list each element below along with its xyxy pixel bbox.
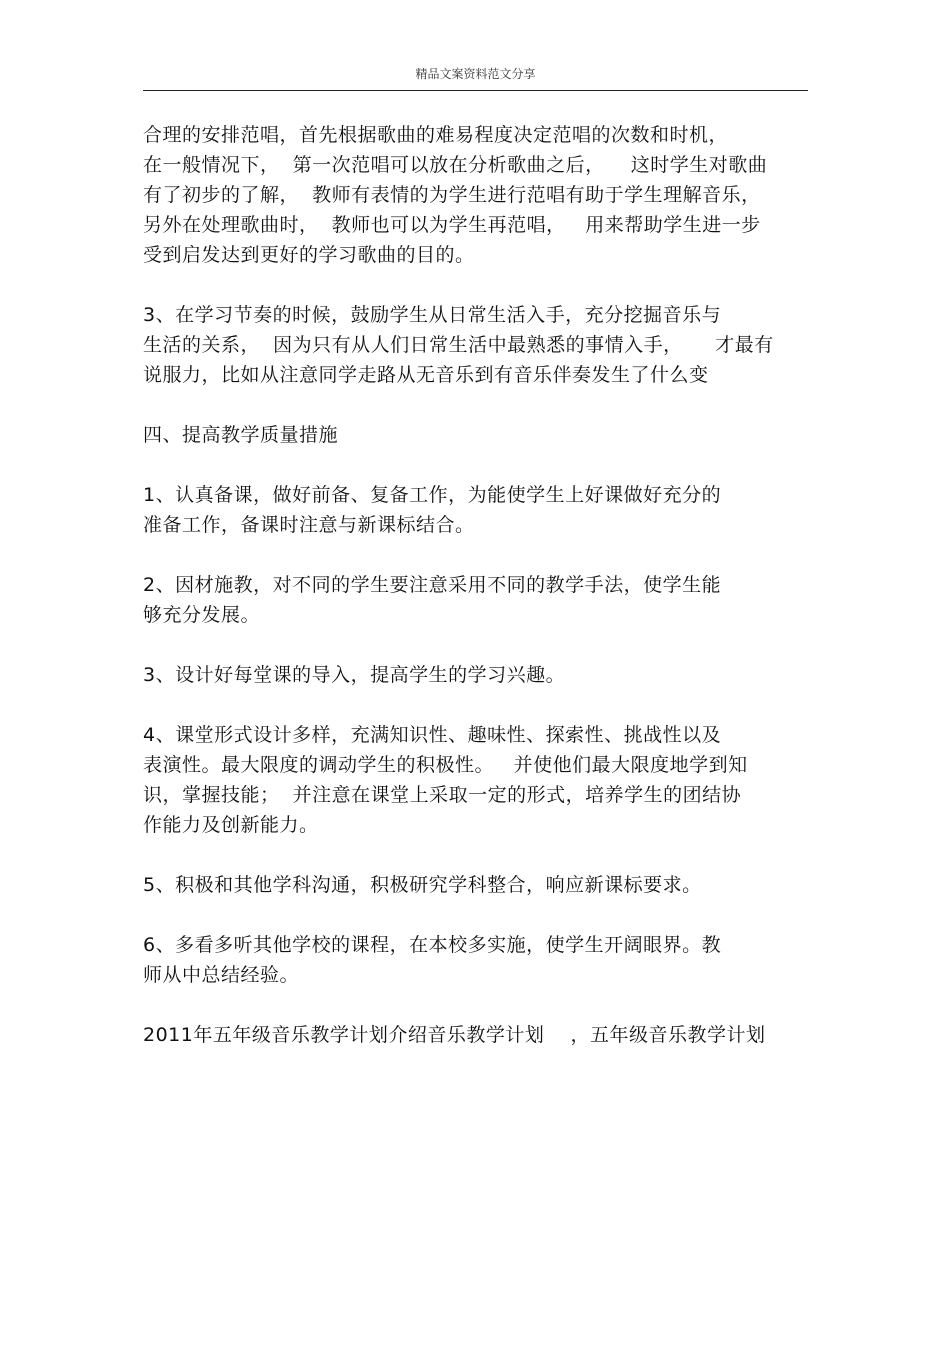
paragraph-line: 4、课堂形式设计多样，充满知识性、趣味性、探索性、挑战性以及 [143, 724, 722, 746]
page-header: 精品文案资料范文分享 [415, 67, 536, 81]
paragraph [143, 480, 823, 540]
paragraph-line: 识，掌握技能； 并注意在课堂上采取一定的形式，培养学生的团结协 [143, 784, 742, 806]
paragraph-line: 受到启发达到更好的学习歌曲的目的。 [143, 244, 475, 266]
header-divider [143, 90, 808, 91]
paragraph [143, 570, 823, 630]
paragraph-line: 1、认真备课，做好前备、复备工作，为能使学生上好课做好充分的 [143, 484, 722, 506]
paragraph-line: 作能力及创新能力。 [143, 814, 319, 836]
paragraph-line: 3、设计好每堂课的导入，提高学生的学习兴趣。 [143, 664, 566, 686]
paragraph [143, 1020, 823, 1050]
paragraph [143, 420, 823, 450]
paragraph [143, 870, 823, 900]
paragraph-line: 在一般情况下， 第一次范唱可以放在分析歌曲之后， 这时学生对歌曲 [143, 154, 768, 176]
paragraph [143, 660, 823, 690]
paragraph-line: 说服力，比如从注意同学走路从无音乐到有音乐伴奏发生了什么变 [143, 364, 709, 386]
document-body [143, 120, 823, 1080]
paragraph-line: 准备工作，备课时注意与新课标结合。 [143, 514, 475, 536]
paragraph [143, 120, 823, 270]
paragraph [143, 720, 823, 840]
paragraph-line: 6、多看多听其他学校的课程，在本校多实施，使学生开阔眼界。教 [143, 934, 722, 956]
paragraph-line: 师从中总结经验。 [143, 964, 300, 986]
paragraph [143, 930, 823, 990]
paragraph [143, 300, 823, 390]
paragraph-line: 表演性。最大限度的调动学生的积极性。 并使他们最大限度地学到知 [143, 754, 748, 776]
paragraph-line: 有了初步的了解， 教师有表情的为学生进行范唱有助于学生理解音乐， [143, 184, 761, 206]
paragraph-line: 5、积极和其他学科沟通，积极研究学科整合，响应新课标要求。 [143, 874, 702, 896]
paragraph-line: 2、因材施教，对不同的学生要注意采用不同的教学手法，使学生能 [143, 574, 722, 596]
paragraph-line: 另外在处理歌曲时， 教师也可以为学生再范唱， 用来帮助学生进一步 [143, 214, 761, 236]
paragraph-line: 生活的关系， 因为只有从人们日常生活中最熟悉的事情入手， 才最有 [143, 334, 774, 356]
paragraph-line: 四、提高教学质量措施 [143, 424, 339, 446]
paragraph-line: 够充分发展。 [143, 604, 261, 626]
paragraph-line: 3、在学习节奏的时候，鼓励学生从日常生活入手，充分挖掘音乐与 [143, 304, 722, 326]
paragraph-line: 合理的安排范唱，首先根据歌曲的难易程度决定范唱的次数和时机， [143, 124, 729, 146]
paragraph-line: 2011年五年级音乐教学计划介绍音乐教学计划 ，五年级音乐教学计划 [143, 1024, 766, 1046]
